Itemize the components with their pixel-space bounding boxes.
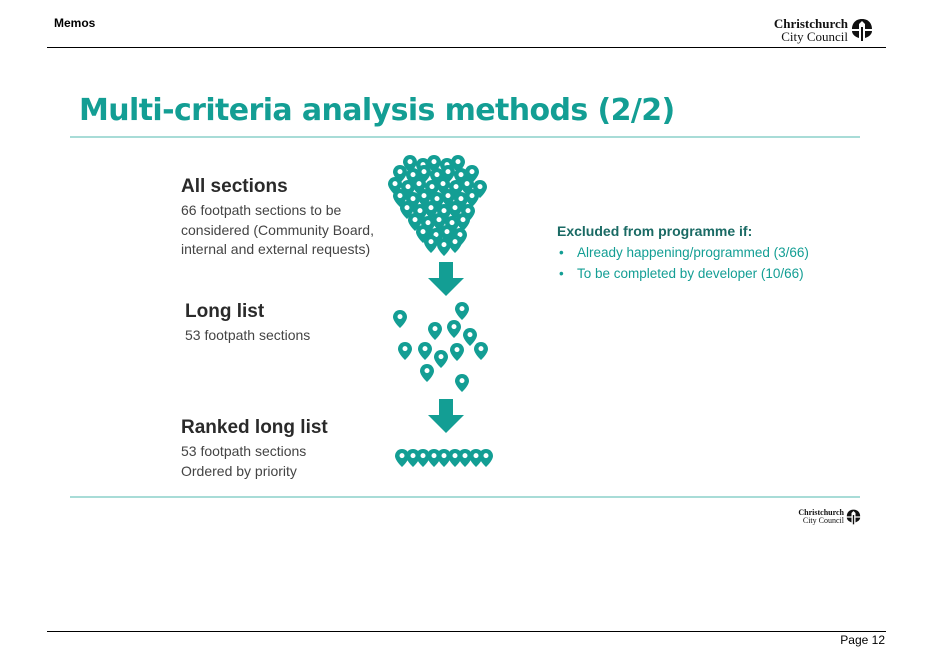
excluded-item: • Already happening/programmed (3/66) xyxy=(557,242,877,263)
long-list-text: 53 footpath sections xyxy=(185,327,311,343)
cathedral-emblem-icon xyxy=(846,509,861,525)
location-pin-icon xyxy=(393,310,407,328)
header-label: Memos xyxy=(54,16,96,30)
slide-council-logo xyxy=(798,509,861,525)
slide-bottom-rule xyxy=(70,496,860,498)
slide-logo-line1: Christchurch xyxy=(798,508,844,517)
excluded-item: • To be completed by developer (10/66) xyxy=(557,263,877,284)
header-divider xyxy=(47,47,886,48)
down-arrow-icon xyxy=(428,399,464,433)
location-pin-icon xyxy=(450,343,464,361)
location-pin-icon xyxy=(420,364,434,382)
location-pin-icon xyxy=(418,342,432,360)
ranked-long-list-heading: Ranked long list xyxy=(181,417,328,438)
ranked-long-list-line1: 53 footpath sections xyxy=(181,443,307,459)
long-list-block xyxy=(185,300,385,346)
page-number: Page 12 xyxy=(840,633,885,647)
location-pin-icon xyxy=(448,235,462,253)
title-underline xyxy=(70,136,860,138)
all-sections-heading: All sections xyxy=(181,176,288,197)
location-pin-icon xyxy=(455,374,469,392)
location-pin-icon xyxy=(455,302,469,320)
slide-logo-line2: City Council xyxy=(802,516,844,525)
long-list-heading: Long list xyxy=(185,301,265,322)
council-logo xyxy=(774,17,873,43)
ranked-long-list-line2: Ordered by priority xyxy=(181,462,297,479)
logo-line1: Christchurch xyxy=(773,16,848,31)
location-pin-icon xyxy=(474,342,488,360)
excluded-heading: Excluded from programme if: xyxy=(557,223,753,239)
slide-title: Multi-criteria analysis methods (2/2) xyxy=(79,93,675,128)
location-pin-icon xyxy=(398,342,412,360)
ranked-long-list-block xyxy=(181,416,381,481)
location-pin-icon xyxy=(434,350,448,368)
all-sections-block xyxy=(181,175,381,260)
logo-line2: City Council xyxy=(781,29,848,44)
excluded-list xyxy=(557,242,877,284)
all-sections-text: 66 footpath sections to be considered (Community Board, internal and external requests) xyxy=(181,202,374,257)
excluded-criteria xyxy=(557,223,877,284)
down-arrow-icon xyxy=(428,262,464,296)
location-pin-icon xyxy=(447,320,461,338)
location-pin-icon xyxy=(428,322,442,340)
cathedral-emblem-icon xyxy=(851,18,873,42)
location-pin-icon xyxy=(479,449,493,467)
location-pin-icon xyxy=(424,235,438,253)
footer-divider xyxy=(47,631,886,632)
